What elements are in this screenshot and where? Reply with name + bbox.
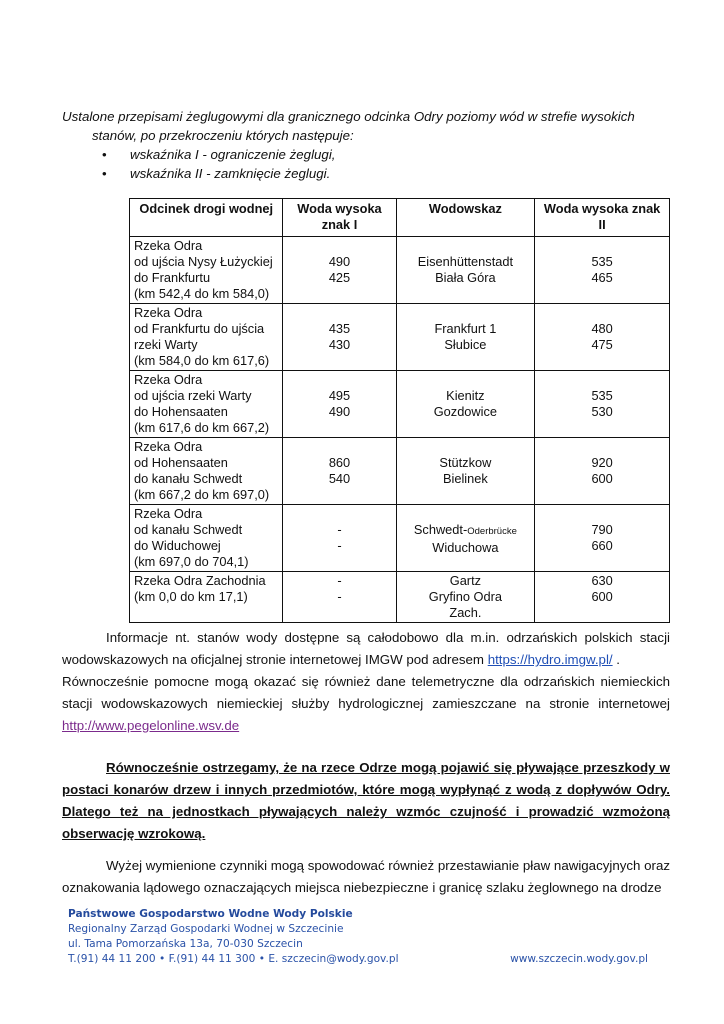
sign1-cell: 860 540: [283, 438, 396, 505]
water-levels-table: [129, 198, 670, 623]
section-cell: Rzeka Odra od ujścia Nysy Łużyckiej do Frankfurtu (km 542,4 do km 584,0): [130, 237, 283, 304]
table-row: [130, 304, 670, 371]
gauge-cell: Frankfurt 1 Słubice: [396, 304, 535, 371]
section-cell: Rzeka Odra Zachodnia (km 0,0 do km 17,1): [130, 572, 283, 623]
footer-contact: T.(91) 44 11 200 • F.(91) 44 11 300 • E. szczecin@wody.gov.pl: [68, 953, 399, 965]
bullet-icon: •: [102, 147, 107, 162]
gauge-cell: Schwedt-Oderbrücke Widuchowa: [396, 505, 535, 572]
intro-lead-line2: stanów, po przekroczeniu których następuje:: [92, 128, 354, 143]
header-section: Odcinek drogi wodnej: [130, 199, 283, 237]
footer-org: Państwowe Gospodarstwo Wodne Wody Polskie: [68, 908, 353, 920]
sign1-cell: - -: [283, 572, 396, 623]
info-paragraph: Informacje nt. stanów wody dostępne są całodobowo dla m.in. odrzańskich polskich stacji wodowskazowych na oficjalnej stronie internetowej IMGW pod adresem https://hydro.imgw.pl/ . Równocześnie pomocne mogą okazać się również dane telemetryczne dla odrzańskich niemieckich stacji wodowskazowych niemieckiej służby hydrologicznej zamieszczane na stronie internetowej http://www.pegelonline.wsv.de: [62, 630, 670, 733]
header-sign2: Woda wysoka znak II: [535, 199, 670, 237]
gauge-cell: Eisenhüttenstadt Biała Góra: [396, 237, 535, 304]
footer-website[interactable]: www.szczecin.wody.gov.pl: [510, 953, 648, 965]
footer-unit: Regionalny Zarząd Gospodarki Wodnej w Szczecinie: [68, 923, 344, 935]
pegelonline-link[interactable]: http://www.pegelonline.wsv.de: [62, 718, 240, 733]
sign1-cell: 495 490: [283, 371, 396, 438]
table-row: [130, 438, 670, 505]
imgw-link[interactable]: https://hydro.imgw.pl/: [487, 652, 613, 667]
table-row: [130, 371, 670, 438]
sign2-cell: 920 600: [535, 438, 670, 505]
list-item: • wskaźnika II - zamknięcie żeglugi.: [102, 166, 331, 181]
table-row: [130, 505, 670, 572]
sign2-cell: 480 475: [535, 304, 670, 371]
table-row: [130, 572, 670, 623]
sign2-cell: 535 530: [535, 371, 670, 438]
sign1-cell: 490 425: [283, 237, 396, 304]
table-row: [130, 237, 670, 304]
section-cell: Rzeka Odra od kanału Schwedt do Widuchowej (km 697,0 do 704,1): [130, 505, 283, 572]
sign2-cell: 630 600: [535, 572, 670, 623]
header-sign1: Woda wysoka znak I: [283, 199, 396, 237]
footer: [68, 907, 648, 967]
gauge-cell: Stützkow Bielinek: [396, 438, 535, 505]
footer-address: ul. Tama Pomorzańska 13a, 70-030 Szczecin: [68, 938, 303, 950]
list-item: • wskaźnika I - ograniczenie żeglugi,: [102, 147, 336, 162]
section-cell: Rzeka Odra od ujścia rzeki Warty do Hohensaaten (km 617,6 do km 667,2): [130, 371, 283, 438]
header-gauge: Wodowskaz: [396, 199, 535, 237]
sign1-cell: 435 430: [283, 304, 396, 371]
sign2-cell: 535 465: [535, 237, 670, 304]
gauge-cell: Kienitz Gozdowice: [396, 371, 535, 438]
gauge-cell: Gartz Gryfino Odra Zach.: [396, 572, 535, 623]
closing-paragraph: Wyżej wymienione czynniki mogą spowodować również przestawianie pław nawigacyjnych oraz oznakowania lądowego oznaczających miejsca niebezpieczne i granicę szlaku żeglownego na drodze: [62, 858, 670, 895]
table-header-row: [130, 199, 670, 237]
sign1-cell: - -: [283, 505, 396, 572]
intro-lead-line1: Ustalone przepisami żeglugowymi dla granicznego odcinka Odry poziomy wód w strefie wysokich: [62, 109, 635, 124]
bullet-icon: •: [102, 166, 107, 181]
sign2-cell: 790 660: [535, 505, 670, 572]
intro-bullet-list: [62, 145, 672, 183]
intro-section: [62, 107, 672, 183]
section-cell: Rzeka Odra od Hohensaaten do kanału Schwedt (km 667,2 do km 697,0): [130, 438, 283, 505]
section-cell: Rzeka Odra od Frankfurtu do ujścia rzeki Warty (km 584,0 do km 617,6): [130, 304, 283, 371]
warning-paragraph: Równocześnie ostrzegamy, że na rzece Odrze mogą pojawić się pływające przeszkody w postaci konarów drzew i innych przedmiotów, które mogą wypłynąć z wodą z dopływów Odry. Dlatego też na jednostkach pływających należy wzmóc czujność i prowadzić wzmożoną obserwację wzrokową.: [62, 760, 670, 841]
